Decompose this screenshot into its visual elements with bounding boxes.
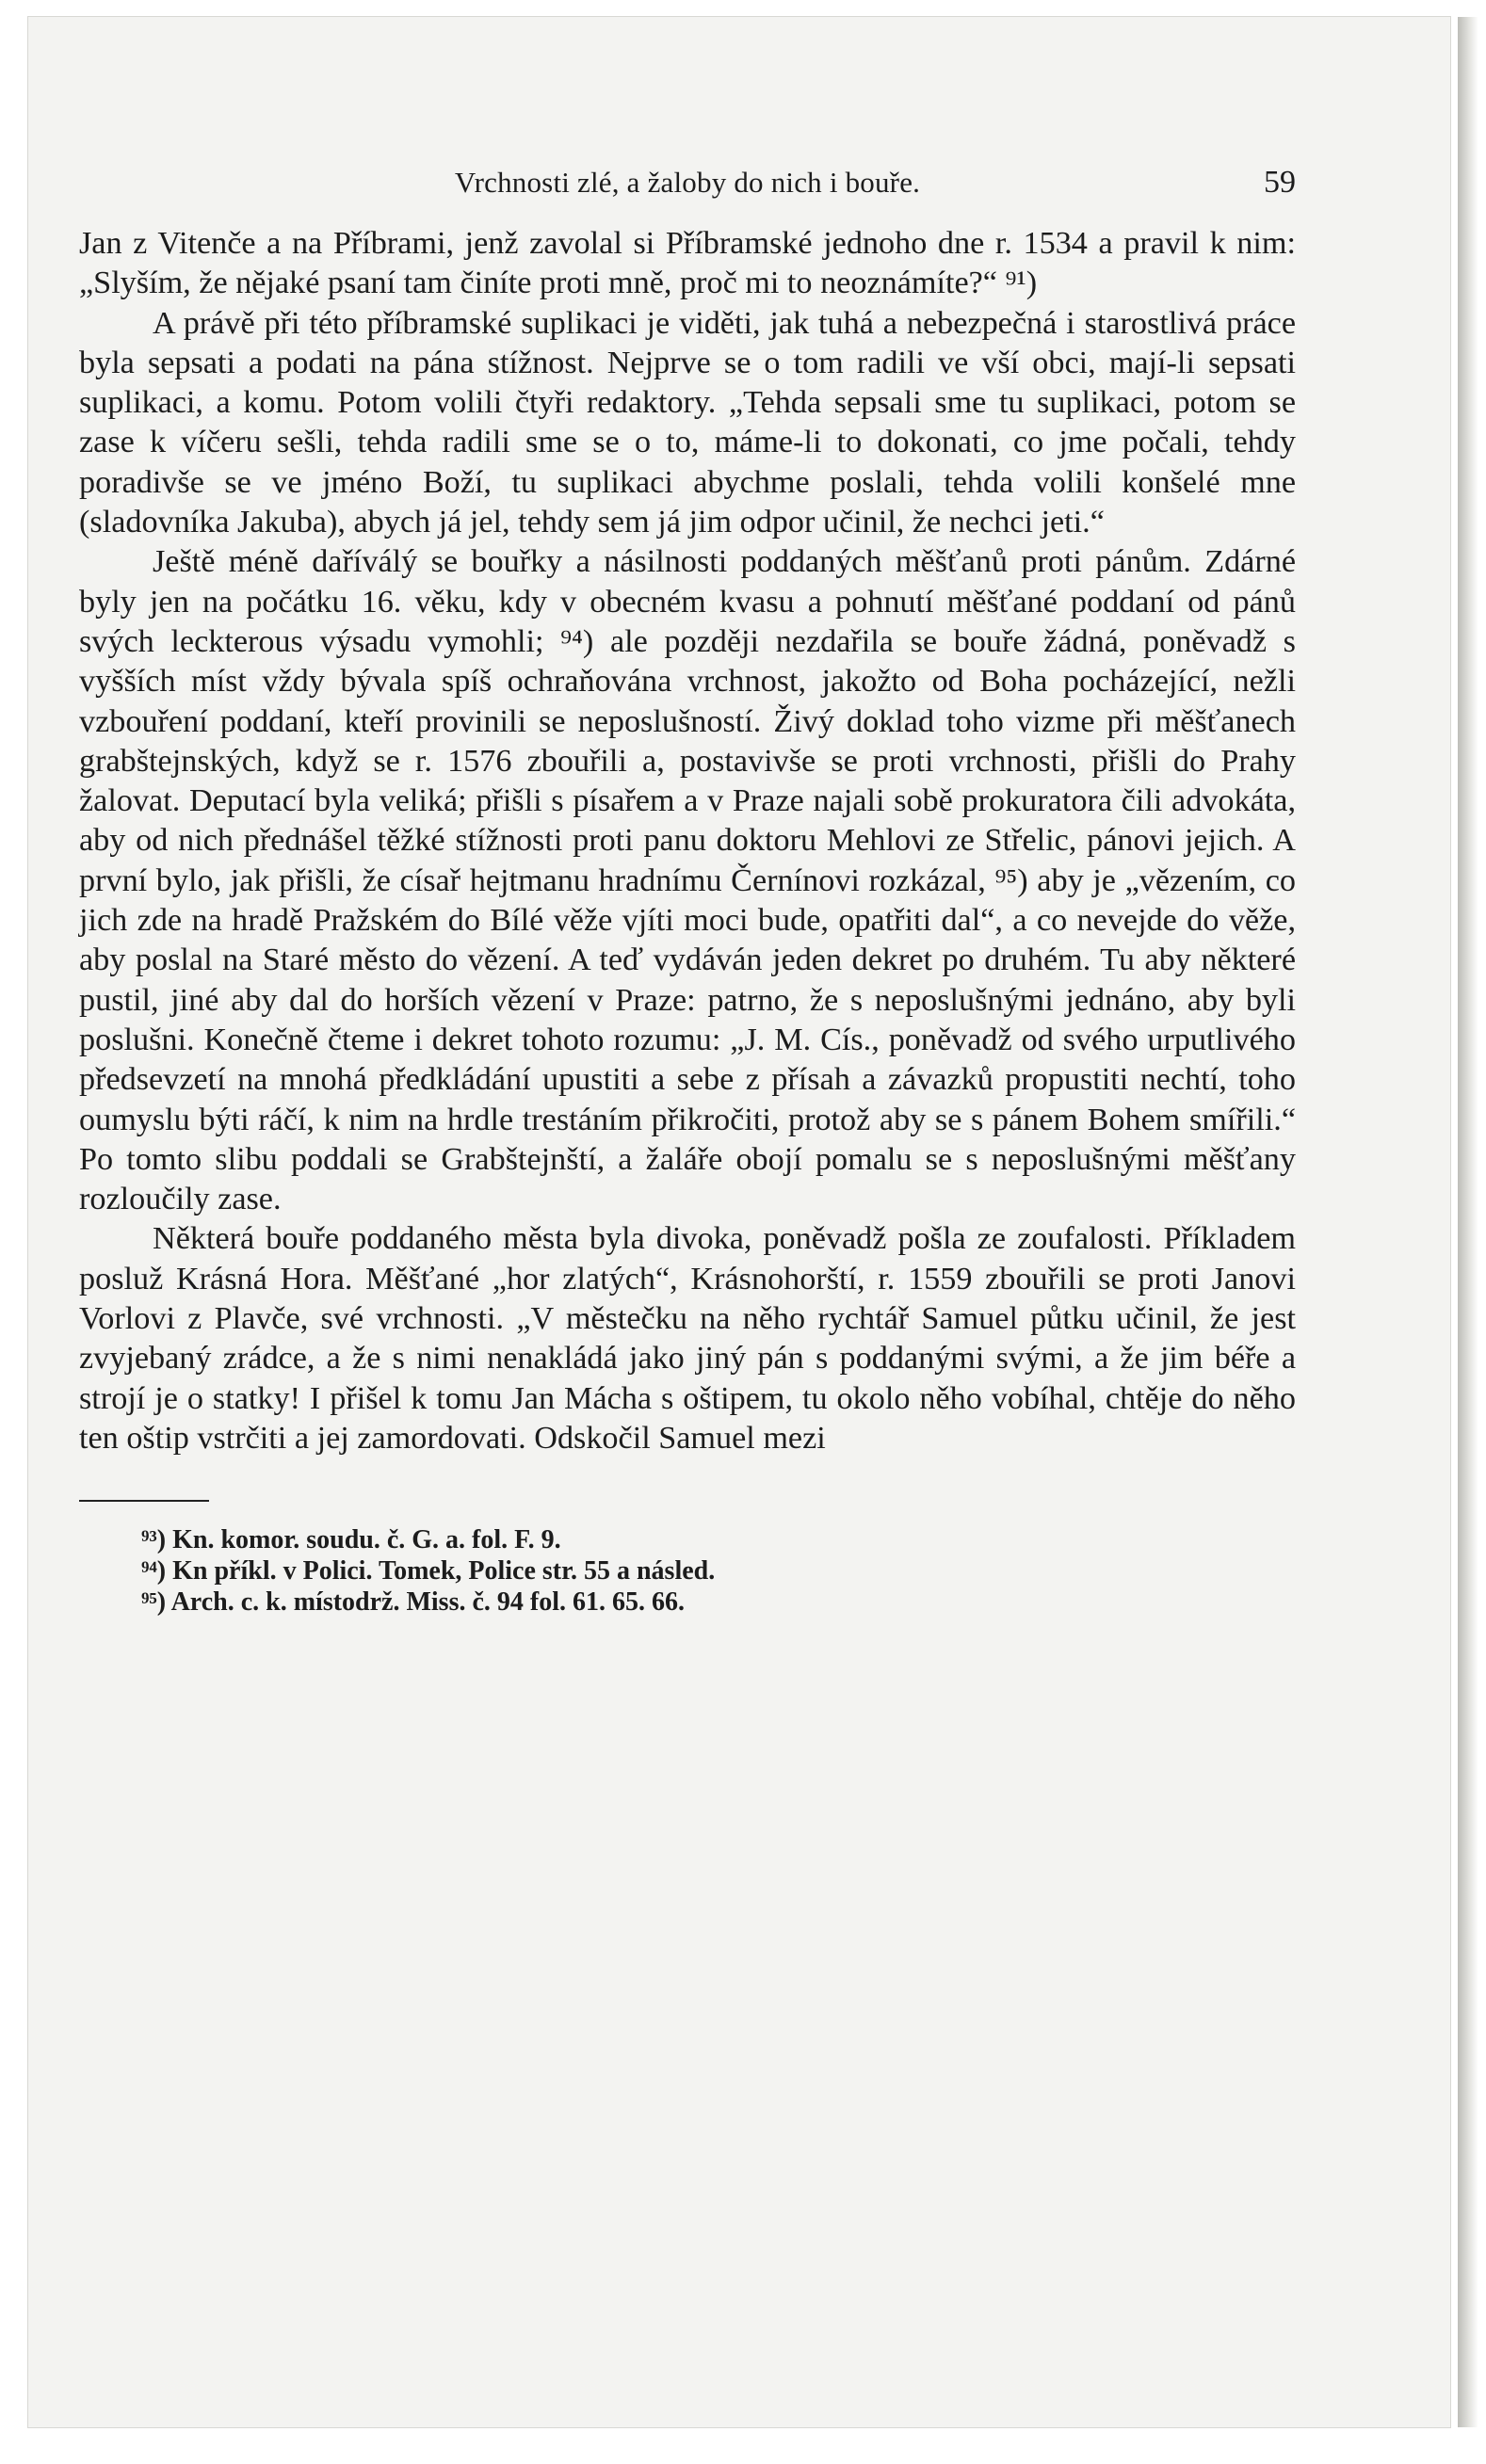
paragraph-2: A právě při této příbramské suplikaci je viděti, jak tuhá a nebezpečná i starostlivá práce byla sepsati a podati na pána stížnost. Nejprve se o tom radili ve vší obci, mají-li sepsati suplikaci, a komu. Potom volili čtyři redaktory. „Tehda sepsali sme tu suplikaci, potom se zase k víčeru sešli, tehda radili sme se o to, máme-li to dokonati, co jme počali, tehdy poradivše se ve jméno Boží, tu suplikaci abychme poslali, tehda volili konšelé mne (sladovníka Jakuba), abych já jel, tehdy sem já jim odpor učinil, že nechci jeti.“ — [79, 305, 1296, 540]
page-number: 59 — [1264, 165, 1296, 200]
footnote-94: ⁹⁴) Kn příkl. v Polici. Tomek, Police str. 55 a násled. — [141, 1556, 716, 1586]
body-text — [79, 224, 1296, 1458]
footnote-rule — [79, 1500, 209, 1502]
footnotes — [79, 1524, 1296, 1618]
footnote-95: ⁹⁵) Arch. c. k. místodrž. Miss. č. 94 fol. 61. 65. 66. — [141, 1587, 685, 1618]
paragraph-4: Některá bouře poddaného města byla divoka, poněvadž pošla ze zoufalosti. Příkladem posluž Krásná Hora. Měšťané „hor zlatých“, Krásnohorští, r. 1559 zbouřili se proti Janovi Vorlovi z Plavče, své vrchnosti. „V městečku na něho rychtář Samuel půtku učinil, že jest zvyjebaný zrádce, a že s nimi nenakládá jako jiný pán s poddanými svými, a že jim béře a strojí je o statky! I přišel k tomu Jan Mácha s oštipem, tu okolo něho vobíhal, chtěje do něho ten oštip vstrčiti a jej zamordovati. Odskočil Samuel mezi — [79, 1221, 1296, 1456]
paragraph-1: Jan z Vitenče a na Příbrami, jenž zavolal si Příbramské jednoho dne r. 1534 a pravil k nim: „Slyším, že nějaké psaní tam činíte proti mně, proč mi to neoznámíte?“ ⁹¹) — [79, 226, 1296, 301]
paragraph-3: Ještě méně daříválý se bouřky a násilnosti poddaných měšťanů proti pánům. Zdárné byly jen na počátku 16. věku, kdy v obecném kvasu a pohnutí měšťané poddaní od pánů svých leckterous výsadu vymohli; ⁹⁴) ale později nezdařila se bouře žádná, poněvadž s vyšších míst vždy bývala spíš ochraňována vrchnost, jakožto od Boha pocházející, nežli vzbouření poddaní, kteří provinili se neposlušností. Živý doklad toho vizme při měšťanech grabštejnských, když se r. 1576 zbouřili a, postavivše se proti vrchnosti, přišli do Prahy žalovat. Deputací byla veliká; přišli s písařem a v Praze najali sobě prokuratora čili advokáta, aby od nich přednášel těžké stížnosti proti panu doktoru Mehlovi ze Střelic, pánovi jejich. A první bylo, jak přišli, že císař hejtmanu hradnímu Černínovi rozkázal, ⁹⁵) aby je „vězením, co jich zde na hradě Pražském do Bílé věže vjíti moci bude, opatřiti dal“, a co nevejde do věže, aby poslal na Staré město do vězení. A teď vydáván jeden dekret po druhém. Tu aby některé pustil, jiné aby dal do horších vězení v Praze: patrno, že s neposlušnými jednáno, aby byli poslušni. Konečně čteme i dekret tohoto rozumu: „J. M. Cís., poněvadž od svého urputlivého předsevzetí na mnohá předkládání upustiti a sebe z přísah a závazků propustiti nechtí, toho oumyslu býti ráčí, k nim na hrdle trestáním přikročiti, protož aby se s pánem Bohem smířili.“ Po tomto slibu poddali se Grabštejnští, a žaláře obojí pomalu se s neposlušnými měšťany rozloučily zase. — [79, 544, 1296, 1217]
footnote-93: ⁹³) Kn. komor. soudu. č. G. a. fol. F. 9. — [141, 1525, 561, 1555]
running-title: Vrchnosti zlé, a žaloby do nich i bouře. — [454, 166, 921, 199]
page-content — [79, 141, 1296, 1618]
page-header — [79, 141, 1296, 217]
page-edge-shadow — [1458, 17, 1478, 2427]
